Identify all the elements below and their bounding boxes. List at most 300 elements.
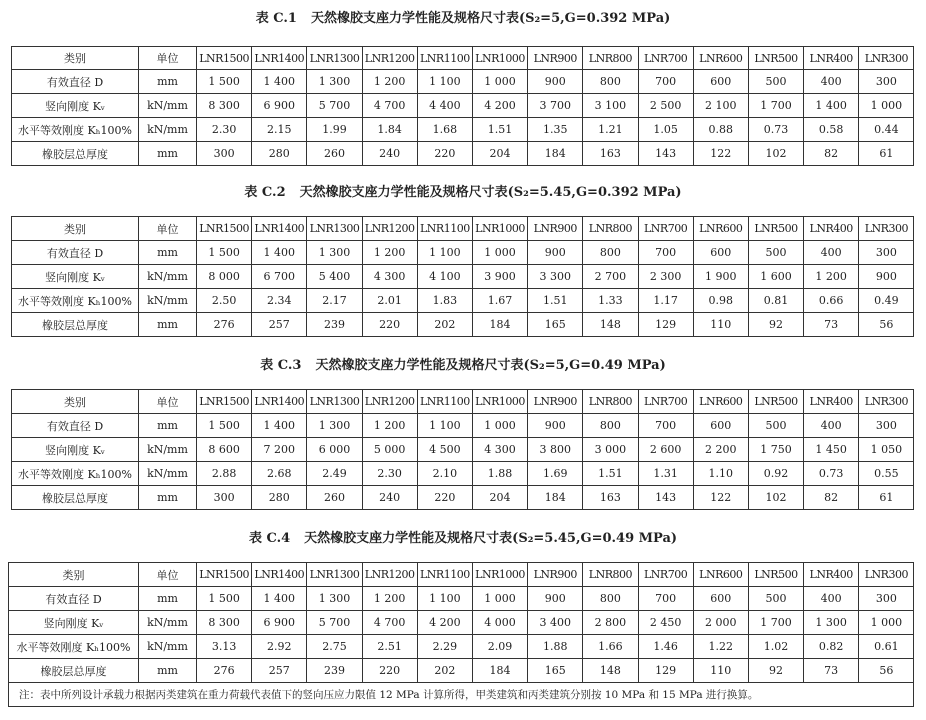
- row-label: 有效直径 D: [9, 587, 139, 611]
- table-cell: 1 000: [472, 70, 527, 94]
- table-cell: 6 700: [252, 265, 307, 289]
- header-cell: LNR600: [693, 390, 748, 414]
- table-cell: 1 000: [472, 587, 527, 611]
- row-label: 橡胶层总厚度: [12, 142, 139, 166]
- table-cell: 4 000: [472, 611, 527, 635]
- table-cell: 0.98: [693, 289, 748, 313]
- table-cell: 0.73: [748, 118, 803, 142]
- table-cell: 4 300: [362, 265, 417, 289]
- table-cell: 1 200: [362, 587, 417, 611]
- table-cell: 184: [472, 659, 527, 683]
- table-cell: 7 200: [252, 438, 307, 462]
- table-cell: 400: [804, 70, 859, 94]
- table-cell: 1.33: [583, 289, 638, 313]
- table-cell: 2.75: [307, 635, 362, 659]
- table-c2: [11, 216, 914, 337]
- unit-cell: mm: [139, 659, 197, 683]
- header-cell: LNR1100: [417, 217, 472, 241]
- table-cell: 3 800: [528, 438, 583, 462]
- table-cell: 1.51: [472, 118, 527, 142]
- table-cell: 2.10: [417, 462, 472, 486]
- table-cell: 220: [417, 142, 472, 166]
- table-cell: 1 100: [417, 587, 472, 611]
- unit-cell: mm: [139, 241, 197, 265]
- unit-cell: mm: [139, 142, 197, 166]
- header-cell: LNR900: [528, 563, 583, 587]
- header-cell: LNR1000: [472, 390, 527, 414]
- table-cell: 73: [804, 313, 859, 337]
- table-cell: 2.30: [197, 118, 252, 142]
- table-cell: 8 300: [197, 94, 252, 118]
- table-cell: 1.02: [748, 635, 803, 659]
- table-cell: 110: [693, 313, 748, 337]
- table-cell: 3 400: [528, 611, 583, 635]
- table-cell: 163: [583, 142, 638, 166]
- table-cell: 1 100: [417, 414, 472, 438]
- header-cell: LNR1400: [252, 563, 307, 587]
- unit-cell: kN/mm: [139, 438, 197, 462]
- header-cell: LNR400: [804, 217, 859, 241]
- table-row: [12, 142, 914, 166]
- row-label: 水平等效刚度 Kₕ100%: [12, 462, 139, 486]
- header-cell: LNR1100: [417, 390, 472, 414]
- table-row: [12, 486, 914, 510]
- table-caption: [0, 355, 926, 377]
- header-cell: LNR900: [528, 47, 583, 70]
- table-cell: 0.66: [804, 289, 859, 313]
- table-cell: 257: [252, 313, 307, 337]
- table-cell: 1 000: [859, 94, 914, 118]
- caption-main: 天然橡胶支座力学性能及规格尺寸表: [299, 185, 508, 200]
- table-row: [12, 118, 914, 142]
- table-cell: 1 400: [252, 414, 307, 438]
- table-cell: 184: [528, 486, 583, 510]
- row-label: 水平等效刚度 Kₕ100%: [12, 289, 139, 313]
- table-cell: 700: [638, 414, 693, 438]
- table-cell: 220: [362, 313, 417, 337]
- table-cell: 3 700: [528, 94, 583, 118]
- table-cell: 0.88: [693, 118, 748, 142]
- table-cell: 1 400: [252, 587, 307, 611]
- table-block-c4: [0, 528, 926, 701]
- table-cell: 3 300: [528, 265, 583, 289]
- table-cell: 800: [583, 414, 638, 438]
- table-cell: 220: [417, 486, 472, 510]
- table-cell: 61: [859, 142, 914, 166]
- table-cell: 0.55: [859, 462, 914, 486]
- table-cell: 300: [859, 414, 914, 438]
- table-cell: 0.81: [748, 289, 803, 313]
- table-cell: 0.58: [804, 118, 859, 142]
- table-cell: 300: [859, 587, 914, 611]
- table-cell: 6 000: [307, 438, 362, 462]
- header-cell: LNR700: [638, 563, 693, 587]
- table-cell: 900: [528, 241, 583, 265]
- header-cell: LNR700: [638, 47, 693, 70]
- table-cell: 1.35: [528, 118, 583, 142]
- table-cell: 1.31: [638, 462, 693, 486]
- header-cell: 单位: [139, 217, 197, 241]
- table-cell: 3 100: [583, 94, 638, 118]
- table-note: 注：表中所列设计承载力根据丙类建筑在重力荷载代表值下的竖向压应力限值 12 MPa 计算所得，甲类建筑和丙类建筑分别按 10 MPa 和 15 MPa 进行换算。: [9, 683, 914, 707]
- table-cell: 400: [804, 241, 859, 265]
- table-row: [12, 462, 914, 486]
- header-cell: LNR600: [693, 47, 748, 70]
- header-cell: LNR800: [583, 217, 638, 241]
- unit-cell: kN/mm: [139, 265, 197, 289]
- table-cell: 1 300: [307, 414, 362, 438]
- table-cell: 110: [693, 659, 748, 683]
- table-cell: 1.68: [417, 118, 472, 142]
- table-cell: 1 100: [417, 241, 472, 265]
- header-cell: LNR1000: [472, 217, 527, 241]
- table-cell: 1.10: [693, 462, 748, 486]
- table-cell: 1 500: [197, 587, 252, 611]
- table-cell: 400: [804, 414, 859, 438]
- header-cell: LNR500: [748, 563, 803, 587]
- table-cell: 56: [859, 313, 914, 337]
- caption-main: 天然橡胶支座力学性能及规格尺寸表: [310, 11, 519, 26]
- table-row: [12, 313, 914, 337]
- header-cell: LNR700: [638, 390, 693, 414]
- header-cell: LNR300: [859, 390, 914, 414]
- unit-cell: kN/mm: [139, 289, 197, 313]
- table-cell: 148: [583, 313, 638, 337]
- header-cell: LNR800: [583, 390, 638, 414]
- table-caption: [0, 8, 926, 30]
- table-cell: 1 200: [804, 265, 859, 289]
- row-label: 竖向刚度 Kᵥ: [12, 265, 139, 289]
- table-cell: 0.73: [804, 462, 859, 486]
- table-row: [12, 289, 914, 313]
- table-cell: 129: [638, 313, 693, 337]
- table-cell: 92: [748, 659, 803, 683]
- table-cell: 122: [693, 142, 748, 166]
- table-cell: 4 200: [417, 611, 472, 635]
- row-label: 竖向刚度 Kᵥ: [12, 94, 139, 118]
- header-cell: LNR1500: [197, 390, 252, 414]
- table-cell: 2 100: [693, 94, 748, 118]
- table-cell: 1.05: [638, 118, 693, 142]
- table-caption: [0, 528, 926, 550]
- table-cell: 4 200: [472, 94, 527, 118]
- caption-tag: 表 C.1: [255, 11, 297, 26]
- row-label: 有效直径 D: [12, 414, 139, 438]
- table-c3: [11, 389, 914, 510]
- table-cell: 73: [804, 659, 859, 683]
- header-cell: 类别: [12, 390, 139, 414]
- table-cell: 239: [307, 313, 362, 337]
- table-cell: 900: [859, 265, 914, 289]
- table-note-row: [9, 683, 914, 707]
- caption-main: 天然橡胶支座力学性能及规格尺寸表: [315, 358, 524, 373]
- header-cell: 单位: [139, 563, 197, 587]
- header-cell: LNR1300: [307, 217, 362, 241]
- table-cell: 2 300: [638, 265, 693, 289]
- header-cell: LNR1200: [362, 563, 417, 587]
- table-cell: 1 300: [804, 611, 859, 635]
- table-cell: 102: [748, 142, 803, 166]
- table-cell: 1 450: [804, 438, 859, 462]
- table-header-row: [12, 217, 914, 241]
- caption-tag: 表 C.2: [244, 185, 286, 200]
- table-cell: 4 100: [417, 265, 472, 289]
- table-cell: 0.61: [859, 635, 914, 659]
- header-cell: LNR400: [804, 47, 859, 70]
- table-cell: 102: [748, 486, 803, 510]
- header-cell: LNR300: [859, 563, 914, 587]
- table-cell: 1.51: [583, 462, 638, 486]
- header-cell: LNR800: [583, 563, 638, 587]
- table-cell: 1.69: [528, 462, 583, 486]
- table-cell: 276: [197, 659, 252, 683]
- table-cell: 800: [583, 70, 638, 94]
- table-cell: 2.50: [197, 289, 252, 313]
- table-cell: 1 200: [362, 414, 417, 438]
- header-cell: LNR1500: [197, 47, 252, 70]
- header-cell: LNR1400: [252, 390, 307, 414]
- table-cell: 600: [693, 587, 748, 611]
- table-cell: 3.13: [197, 635, 252, 659]
- table-cell: 2.49: [307, 462, 362, 486]
- table-cell: 700: [638, 70, 693, 94]
- table-block-c2: [0, 182, 926, 332]
- header-cell: LNR1000: [472, 563, 527, 587]
- table-cell: 3 000: [583, 438, 638, 462]
- header-cell: 单位: [139, 47, 197, 70]
- table-cell: 400: [804, 587, 859, 611]
- table-cell: 56: [859, 659, 914, 683]
- row-label: 有效直径 D: [12, 70, 139, 94]
- table-cell: 260: [307, 486, 362, 510]
- table-cell: 1.67: [472, 289, 527, 313]
- header-cell: LNR800: [583, 47, 638, 70]
- row-label: 橡胶层总厚度: [9, 659, 139, 683]
- table-cell: 500: [748, 587, 803, 611]
- header-cell: LNR700: [638, 217, 693, 241]
- table-cell: 92: [748, 313, 803, 337]
- table-cell: 2 800: [583, 611, 638, 635]
- table-cell: 2.29: [417, 635, 472, 659]
- table-cell: 5 700: [307, 94, 362, 118]
- table-cell: 300: [859, 70, 914, 94]
- table-cell: 2 700: [583, 265, 638, 289]
- header-cell: LNR900: [528, 390, 583, 414]
- table-cell: 1 700: [748, 94, 803, 118]
- table-cell: 143: [638, 142, 693, 166]
- table-cell: 184: [472, 313, 527, 337]
- caption-main: 天然橡胶支座力学性能及规格尺寸表: [304, 531, 513, 546]
- unit-cell: mm: [139, 587, 197, 611]
- table-cell: 5 000: [362, 438, 417, 462]
- table-cell: 1 400: [804, 94, 859, 118]
- table-cell: 900: [528, 70, 583, 94]
- table-cell: 1 900: [693, 265, 748, 289]
- header-cell: LNR1100: [417, 47, 472, 70]
- unit-cell: kN/mm: [139, 462, 197, 486]
- table-cell: 1 000: [472, 241, 527, 265]
- table-cell: 202: [417, 659, 472, 683]
- table-cell: 82: [804, 486, 859, 510]
- table-cell: 1.21: [583, 118, 638, 142]
- table-cell: 1 600: [748, 265, 803, 289]
- table-cell: 2 600: [638, 438, 693, 462]
- table-cell: 4 300: [472, 438, 527, 462]
- table-cell: 1.17: [638, 289, 693, 313]
- row-label: 橡胶层总厚度: [12, 486, 139, 510]
- table-row: [9, 587, 914, 611]
- table-cell: 4 400: [417, 94, 472, 118]
- header-cell: LNR1200: [362, 217, 417, 241]
- table-cell: 0.92: [748, 462, 803, 486]
- caption-params: (S₂=5.45,G=0.392 MPa): [507, 185, 682, 200]
- header-cell: LNR400: [804, 390, 859, 414]
- header-cell: 单位: [139, 390, 197, 414]
- table-cell: 165: [528, 659, 583, 683]
- unit-cell: kN/mm: [139, 94, 197, 118]
- table-cell: 276: [197, 313, 252, 337]
- header-cell: LNR500: [748, 47, 803, 70]
- table-cell: 165: [528, 313, 583, 337]
- table-cell: 204: [472, 486, 527, 510]
- caption-params: (S₂=5,G=0.49 MPa): [523, 358, 666, 373]
- header-cell: LNR1200: [362, 47, 417, 70]
- table-cell: 2.09: [472, 635, 527, 659]
- table-cell: 4 500: [417, 438, 472, 462]
- header-cell: LNR1300: [307, 563, 362, 587]
- table-cell: 300: [197, 142, 252, 166]
- table-cell: 2 500: [638, 94, 693, 118]
- table-cell: 143: [638, 486, 693, 510]
- table-cell: 148: [583, 659, 638, 683]
- table-cell: 500: [748, 414, 803, 438]
- header-cell: LNR1300: [307, 47, 362, 70]
- table-cell: 240: [362, 142, 417, 166]
- table-cell: 1 500: [197, 70, 252, 94]
- table-cell: 1 400: [252, 70, 307, 94]
- table-header-row: [9, 563, 914, 587]
- header-cell: LNR1300: [307, 390, 362, 414]
- table-row: [9, 659, 914, 683]
- table-cell: 300: [859, 241, 914, 265]
- table-cell: 1 700: [748, 611, 803, 635]
- unit-cell: mm: [139, 313, 197, 337]
- header-cell: LNR1100: [417, 563, 472, 587]
- row-label: 水平等效刚度 Kₕ100%: [12, 118, 139, 142]
- table-cell: 1 200: [362, 241, 417, 265]
- row-label: 橡胶层总厚度: [12, 313, 139, 337]
- table-cell: 2.01: [362, 289, 417, 313]
- table-cell: 1 750: [748, 438, 803, 462]
- table-row: [12, 70, 914, 94]
- header-cell: LNR1500: [197, 217, 252, 241]
- unit-cell: mm: [139, 414, 197, 438]
- table-cell: 5 400: [307, 265, 362, 289]
- table-cell: 900: [528, 587, 583, 611]
- table-cell: 2.51: [362, 635, 417, 659]
- table-cell: 239: [307, 659, 362, 683]
- table-cell: 202: [417, 313, 472, 337]
- table-block-c1: [0, 8, 926, 161]
- table-cell: 2.30: [362, 462, 417, 486]
- table-cell: 0.44: [859, 118, 914, 142]
- row-label: 竖向刚度 Kᵥ: [9, 611, 139, 635]
- table-cell: 122: [693, 486, 748, 510]
- table-cell: 8 300: [197, 611, 252, 635]
- caption-tag: 表 C.3: [260, 358, 302, 373]
- table-cell: 1 300: [307, 241, 362, 265]
- header-cell: 类别: [12, 47, 139, 70]
- table-cell: 1.99: [307, 118, 362, 142]
- table-cell: 600: [693, 241, 748, 265]
- header-cell: LNR1400: [252, 217, 307, 241]
- table-cell: 1.88: [528, 635, 583, 659]
- table-cell: 1 000: [859, 611, 914, 635]
- table-block-c3: [0, 355, 926, 505]
- row-label: 水平等效刚度 Kₕ100%: [9, 635, 139, 659]
- header-cell: LNR1000: [472, 47, 527, 70]
- table-cell: 800: [583, 587, 638, 611]
- table-cell: 1.88: [472, 462, 527, 486]
- table-row: [9, 611, 914, 635]
- table-cell: 129: [638, 659, 693, 683]
- table-cell: 1 400: [252, 241, 307, 265]
- table-cell: 700: [638, 587, 693, 611]
- table-cell: 1 300: [307, 587, 362, 611]
- table-cell: 600: [693, 70, 748, 94]
- table-cell: 163: [583, 486, 638, 510]
- table-cell: 6 900: [252, 94, 307, 118]
- table-cell: 1.84: [362, 118, 417, 142]
- header-cell: LNR300: [859, 217, 914, 241]
- table-cell: 2 450: [638, 611, 693, 635]
- header-cell: LNR400: [804, 563, 859, 587]
- table-cell: 1 000: [472, 414, 527, 438]
- table-cell: 61: [859, 486, 914, 510]
- table-cell: 1.66: [583, 635, 638, 659]
- table-caption: [0, 182, 926, 204]
- table-cell: 2.68: [252, 462, 307, 486]
- table-cell: 82: [804, 142, 859, 166]
- row-label: 有效直径 D: [12, 241, 139, 265]
- header-cell: LNR1400: [252, 47, 307, 70]
- unit-cell: kN/mm: [139, 635, 197, 659]
- table-cell: 1 300: [307, 70, 362, 94]
- table-cell: 2.15: [252, 118, 307, 142]
- table-header-row: [12, 47, 914, 70]
- header-cell: LNR600: [693, 563, 748, 587]
- table-cell: 500: [748, 70, 803, 94]
- table-cell: 220: [362, 659, 417, 683]
- table-cell: 280: [252, 486, 307, 510]
- caption-tag: 表 C.4: [248, 531, 291, 546]
- table-cell: 2 000: [693, 611, 748, 635]
- header-cell: 类别: [12, 217, 139, 241]
- table-cell: 2.92: [252, 635, 307, 659]
- table-cell: 260: [307, 142, 362, 166]
- table-cell: 1 100: [417, 70, 472, 94]
- unit-cell: mm: [139, 486, 197, 510]
- table-cell: 0.82: [804, 635, 859, 659]
- table-cell: 8 000: [197, 265, 252, 289]
- table-cell: 2 200: [693, 438, 748, 462]
- table-row: [12, 241, 914, 265]
- row-label: 竖向刚度 Kᵥ: [12, 438, 139, 462]
- table-cell: 1 500: [197, 414, 252, 438]
- table-cell: 1.51: [528, 289, 583, 313]
- table-cell: 2.34: [252, 289, 307, 313]
- table-cell: 204: [472, 142, 527, 166]
